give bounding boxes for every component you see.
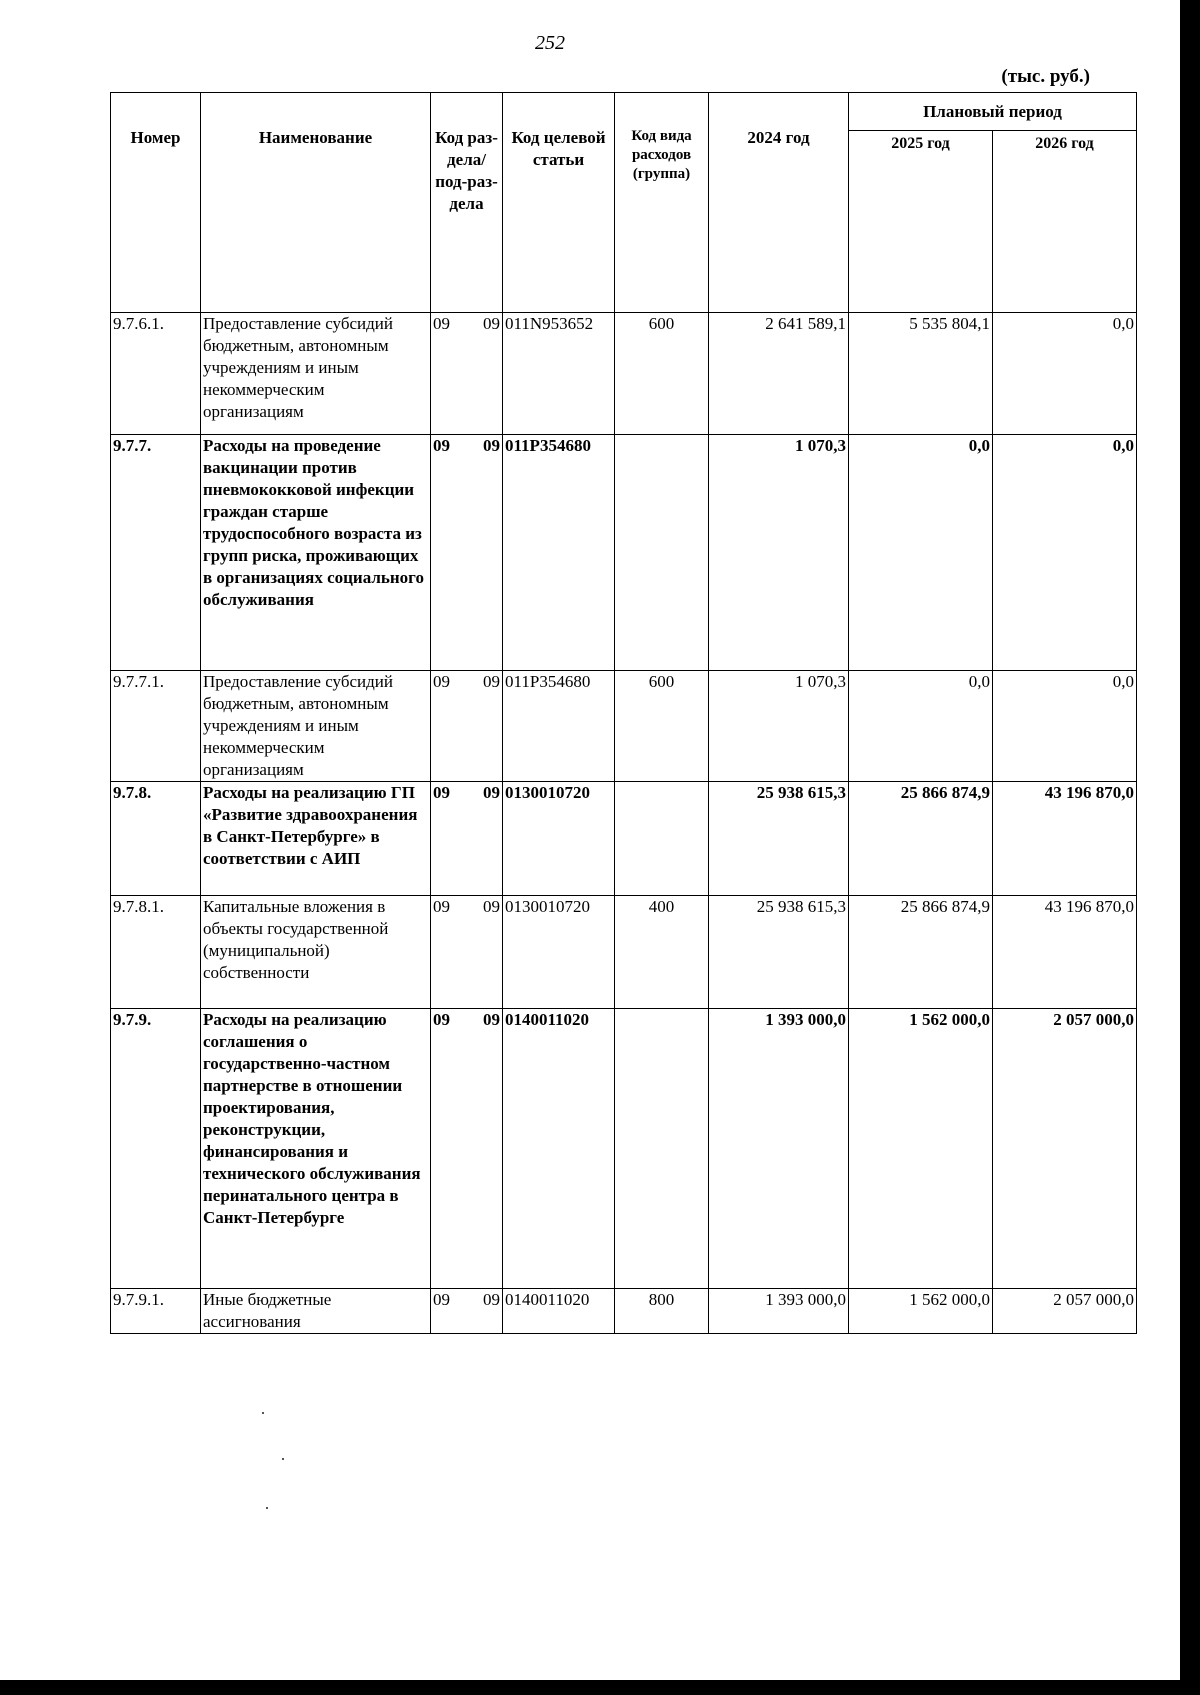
row-name: Иные бюджетные ассигнования bbox=[201, 1289, 431, 1334]
header-year-2025: 2025 год bbox=[849, 131, 993, 313]
row-target-code: 0130010720 bbox=[503, 896, 615, 1009]
row-amount-2025: 1 562 000,0 bbox=[849, 1289, 993, 1334]
row-section-code-part: 09 bbox=[433, 314, 450, 333]
row-amount-2024: 1 393 000,0 bbox=[709, 1009, 849, 1289]
row-amount-2024: 1 070,3 bbox=[709, 435, 849, 671]
row-target-code: 011P354680 bbox=[503, 435, 615, 671]
row-amount-2025: 0,0 bbox=[849, 435, 993, 671]
row-section-code-part: 09 bbox=[433, 1010, 450, 1029]
row-amount-2025: 0,0 bbox=[849, 671, 993, 782]
row-expense-type bbox=[615, 435, 709, 671]
header-number: Номер bbox=[111, 93, 201, 313]
row-section-code bbox=[431, 435, 503, 671]
row-number: 9.7.9.1. bbox=[111, 1289, 201, 1334]
row-name: Расходы на проведение вакцинации против пневмококковой инфекции граждан старше трудоспособного возраста из групп риска, проживающих в организациях социального обслуживания bbox=[201, 435, 431, 671]
row-amount-2025: 5 535 804,1 bbox=[849, 313, 993, 435]
row-expense-type: 800 bbox=[615, 1289, 709, 1334]
table-row bbox=[111, 782, 1137, 896]
row-section-code bbox=[431, 896, 503, 1009]
row-expense-type: 600 bbox=[615, 671, 709, 782]
header-year-2024: 2024 год bbox=[709, 93, 849, 313]
row-amount-2024: 25 938 615,3 bbox=[709, 782, 849, 896]
row-name: Расходы на реализацию соглашения о государственно-частном партнерстве в отношении проектирования, реконструкции, финансирования и технического обслуживания перинатального центра в Санкт-Петербурге bbox=[201, 1009, 431, 1289]
row-number: 9.7.9. bbox=[111, 1009, 201, 1289]
row-amount-2026: 43 196 870,0 bbox=[993, 896, 1137, 1009]
scan-border-bottom bbox=[0, 1680, 1200, 1695]
header-name: Наименование bbox=[201, 93, 431, 313]
row-subsection-code-part: 09 bbox=[483, 897, 500, 916]
row-section-code-part: 09 bbox=[433, 783, 450, 802]
row-section-code bbox=[431, 1009, 503, 1289]
row-amount-2026: 43 196 870,0 bbox=[993, 782, 1137, 896]
scan-speck bbox=[262, 1412, 264, 1414]
row-target-code: 0140011020 bbox=[503, 1009, 615, 1289]
header-expense-type-label: Код вида расходов (группа) bbox=[631, 128, 692, 182]
row-amount-2025: 25 866 874,9 bbox=[849, 896, 993, 1009]
row-section-code-part: 09 bbox=[433, 1290, 450, 1309]
row-subsection-code-part: 09 bbox=[483, 1010, 500, 1029]
header-planned-period: Плановый период bbox=[849, 93, 1137, 131]
row-section-code bbox=[431, 782, 503, 896]
row-subsection-code-part: 09 bbox=[483, 314, 500, 333]
header-section-code: Код раз-дела/ под-раз-дела bbox=[431, 93, 503, 313]
row-expense-type bbox=[615, 1009, 709, 1289]
row-amount-2026: 0,0 bbox=[993, 671, 1137, 782]
row-number: 9.7.6.1. bbox=[111, 313, 201, 435]
table-row bbox=[111, 435, 1137, 671]
header-year-2026: 2026 год bbox=[993, 131, 1137, 313]
table-row bbox=[111, 313, 1137, 435]
row-expense-type: 400 bbox=[615, 896, 709, 1009]
budget-table bbox=[110, 92, 1137, 1334]
row-number: 9.7.7. bbox=[111, 435, 201, 671]
table-row bbox=[111, 1289, 1137, 1334]
header-target-code: Код целевой статьи bbox=[503, 93, 615, 313]
table-row bbox=[111, 671, 1137, 782]
row-section-code-part: 09 bbox=[433, 672, 450, 691]
row-expense-type: 600 bbox=[615, 313, 709, 435]
row-name: Капитальные вложения в объекты государственной (муниципальной) собственности bbox=[201, 896, 431, 1009]
table-body bbox=[111, 313, 1137, 1334]
scan-speck bbox=[282, 1458, 284, 1460]
row-amount-2026: 0,0 bbox=[993, 435, 1137, 671]
row-target-code: 0140011020 bbox=[503, 1289, 615, 1334]
row-subsection-code-part: 09 bbox=[483, 436, 500, 455]
row-expense-type bbox=[615, 782, 709, 896]
row-number: 9.7.7.1. bbox=[111, 671, 201, 782]
table-row bbox=[111, 1009, 1137, 1289]
row-subsection-code-part: 09 bbox=[483, 783, 500, 802]
header-row-top bbox=[111, 93, 1137, 131]
row-section-code bbox=[431, 313, 503, 435]
row-number: 9.7.8. bbox=[111, 782, 201, 896]
row-name: Расходы на реализацию ГП «Развитие здравоохранения в Санкт-Петербурге» в соответствии с АИП bbox=[201, 782, 431, 896]
row-name: Предоставление субсидий бюджетным, автономным учреждениям и иным некоммерческим организациям bbox=[201, 671, 431, 782]
row-amount-2026: 0,0 bbox=[993, 313, 1137, 435]
row-number: 9.7.8.1. bbox=[111, 896, 201, 1009]
page-number: 252 bbox=[535, 32, 565, 54]
row-section-code bbox=[431, 671, 503, 782]
row-amount-2025: 25 866 874,9 bbox=[849, 782, 993, 896]
header-expense-type bbox=[615, 93, 709, 313]
row-target-code: 011P354680 bbox=[503, 671, 615, 782]
row-subsection-code-part: 09 bbox=[483, 672, 500, 691]
scan-border-right bbox=[1180, 0, 1200, 1695]
row-name: Предоставление субсидий бюджетным, автономным учреждениям и иным некоммерческим организациям bbox=[201, 313, 431, 435]
row-target-code: 011N953652 bbox=[503, 313, 615, 435]
row-amount-2024: 1 070,3 bbox=[709, 671, 849, 782]
row-amount-2026: 2 057 000,0 bbox=[993, 1289, 1137, 1334]
table-row bbox=[111, 896, 1137, 1009]
row-section-code-part: 09 bbox=[433, 897, 450, 916]
units-label: (тыс. руб.) bbox=[1001, 66, 1090, 87]
scan-speck bbox=[266, 1507, 268, 1509]
row-subsection-code-part: 09 bbox=[483, 1290, 500, 1309]
row-section-code-part: 09 bbox=[433, 436, 450, 455]
row-section-code bbox=[431, 1289, 503, 1334]
row-amount-2025: 1 562 000,0 bbox=[849, 1009, 993, 1289]
row-amount-2024: 2 641 589,1 bbox=[709, 313, 849, 435]
row-amount-2026: 2 057 000,0 bbox=[993, 1009, 1137, 1289]
row-target-code: 0130010720 bbox=[503, 782, 615, 896]
row-amount-2024: 1 393 000,0 bbox=[709, 1289, 849, 1334]
row-amount-2024: 25 938 615,3 bbox=[709, 896, 849, 1009]
